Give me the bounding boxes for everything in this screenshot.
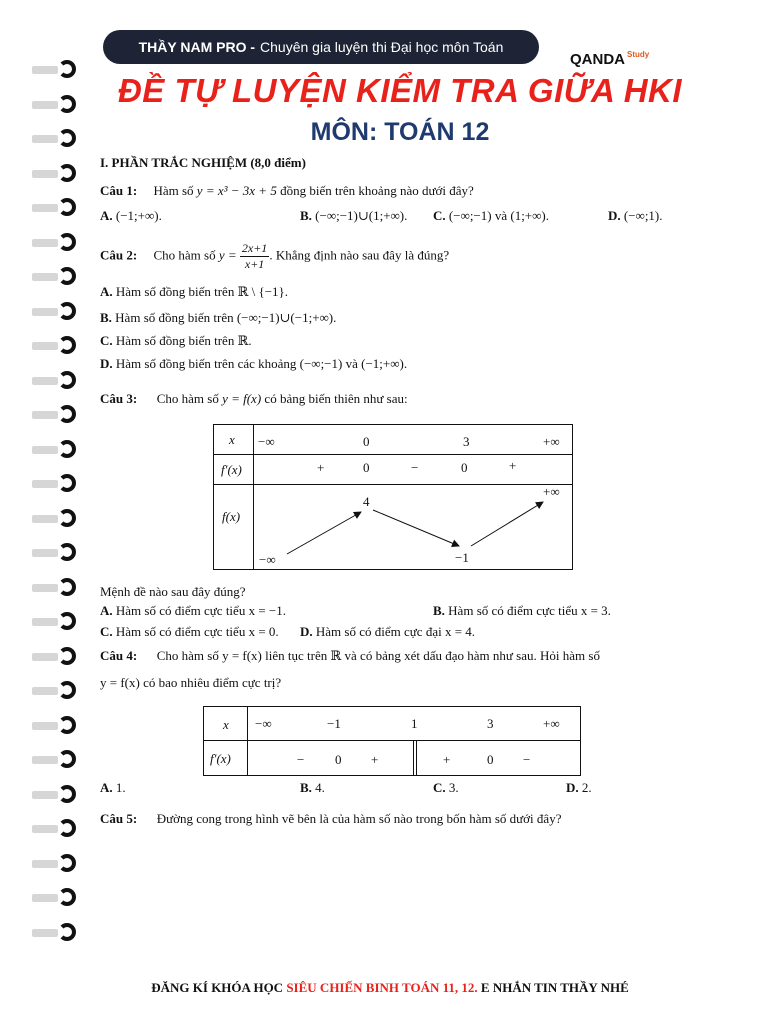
q3-fprime-header: f′(x) — [221, 462, 242, 477]
binding-ring — [30, 60, 82, 80]
q4-x-header: x — [223, 717, 229, 732]
q3-x-val: +∞ — [543, 434, 560, 449]
q4-fp-sign: − — [297, 752, 305, 767]
q3-fp-sign: − — [411, 460, 419, 475]
q3-arrow-up — [471, 502, 543, 546]
question-4: Câu 4: Cho hàm số y = f(x) liên tục trên ℝ và có bảng xét dấu đạo hàm như sau. Hỏi hàm số — [100, 648, 600, 663]
q2-option-c: C. Hàm số đồng biến trên ℝ. — [100, 333, 252, 348]
q4-option-b: B. 4. — [300, 780, 325, 795]
q4-x-val: +∞ — [543, 716, 560, 731]
binding-ring — [30, 129, 82, 149]
binding-ring — [30, 371, 82, 391]
binding-ring — [30, 302, 82, 322]
binding-ring — [30, 543, 82, 563]
binding-ring — [30, 233, 82, 253]
question-2: Câu 2: Cho hàm số y = $\frac{2x+1}{x+1}$ . Khẳng định nào sau đây là đúng? — [100, 241, 450, 271]
binding-ring — [30, 198, 82, 218]
section-heading: I. PHẦN TRẮC NGHIỆM (8,0 điểm) — [100, 155, 306, 170]
q3-option-b: B. Hàm số có điểm cực tiểu x = 3. — [433, 603, 611, 618]
binding-ring — [30, 785, 82, 805]
banner-tagline: Chuyên gia luyện thi Đại học môn Toán — [260, 39, 504, 55]
q3-x-val: −∞ — [258, 434, 275, 449]
banner-author: THẦY NAM PRO - — [138, 39, 256, 55]
q4-fprime-header: f′(x) — [210, 751, 231, 766]
binding-ring — [30, 578, 82, 598]
footer-cta: ĐĂNG KÍ KHÓA HỌC SIÊU CHIẾN BINH TOÁN 11, 12. E NHẮN TIN THẦY NHÉ — [151, 980, 629, 995]
binding-ring — [30, 164, 82, 184]
question-3: Câu 3: Cho hàm số y = f(x) có bảng biến thiên như sau: — [100, 391, 408, 406]
q3-arrow-up — [287, 512, 361, 554]
question-5: Câu 5: Đường cong trong hình vẽ bên là của hàm số nào trong bốn hàm số dưới đây? — [100, 811, 562, 826]
binding-ring — [30, 819, 82, 839]
q4-option-a: A. 1. — [100, 780, 126, 795]
question-1: Câu 1: Hàm số y = x³ − 3x + 5 đồng biến trên khoảng nào dưới đây? — [100, 183, 474, 198]
q2-option-a: A. Hàm số đồng biến trên ℝ \ {−1}. — [100, 284, 289, 299]
binding-ring — [30, 647, 82, 667]
binding-ring — [30, 750, 82, 770]
binding-ring — [30, 267, 82, 287]
q2-option-b: B. Hàm số đồng biến trên (−∞;−1)∪(−1;+∞). — [100, 310, 337, 325]
binding-ring — [30, 440, 82, 460]
q3-option-d: D. Hàm số có điểm cực đại x = 4. — [300, 624, 476, 639]
binding-ring — [30, 888, 82, 908]
q4-option-d: D. 2. — [566, 780, 592, 795]
q1-option-a: A. (−1;+∞). — [100, 208, 162, 223]
q4-fp-sign: − — [523, 752, 531, 767]
q3-fp-sign: + — [509, 458, 517, 473]
q3-prompt: Mệnh đề nào sau đây đúng? — [100, 584, 246, 599]
q4-option-c: C. 3. — [433, 780, 459, 795]
q3-variation-table — [213, 424, 573, 570]
q4-x-val: 3 — [487, 716, 494, 731]
q3-arrow-down — [373, 510, 459, 546]
binding-ring — [30, 405, 82, 425]
q4-x-val: −∞ — [255, 716, 272, 731]
page-subtitle: MÔN: TOÁN 12 — [310, 118, 490, 146]
q3-f-val: −∞ — [259, 552, 276, 567]
q3-option-c: C. Hàm số có điểm cực tiểu x = 0. — [100, 624, 279, 639]
q1-option-d: D. (−∞;1). — [608, 208, 663, 223]
q1-option-c: C. (−∞;−1) và (1;+∞). — [433, 208, 549, 223]
binding-ring — [30, 509, 82, 529]
binding-ring — [30, 474, 82, 494]
q3-x-val: 0 — [363, 434, 370, 449]
q3-fp-sign: 0 — [461, 460, 468, 475]
header-banner — [103, 30, 539, 64]
question-4-cont: y = f(x) có bao nhiêu điểm cực trị? — [100, 675, 282, 690]
q4-sign-table — [203, 706, 581, 776]
binding-ring — [30, 336, 82, 356]
binding-ring — [30, 95, 82, 115]
q3-x-header: x — [229, 432, 235, 447]
q3-f-val: −1 — [455, 550, 469, 565]
binding-ring — [30, 612, 82, 632]
q4-fp-sign: + — [443, 752, 451, 767]
q3-fp-sign: + — [317, 460, 325, 475]
q2-option-d: D. Hàm số đồng biến trên các khoảng (−∞;−1) và (−1;+∞). — [100, 356, 408, 371]
q1-option-b: B. (−∞;−1)∪(1;+∞). — [300, 208, 408, 223]
q2-fraction: $\frac{2x+1}{x+1}$ — [241, 241, 268, 271]
page-title: ĐỀ TỰ LUYỆN KIỂM TRA GIỮA HKI — [117, 72, 683, 109]
q4-fp-sign: 0 — [335, 752, 342, 767]
q4-x-val: 1 — [411, 716, 418, 731]
binding-ring — [30, 923, 82, 943]
q3-f-header: f(x) — [222, 509, 241, 524]
q3-x-val: 3 — [463, 434, 470, 449]
binding-ring — [30, 854, 82, 874]
binding-ring — [30, 681, 82, 701]
q3-f-val: 4 — [363, 494, 370, 509]
q4-x-val: −1 — [327, 716, 341, 731]
q3-fp-sign: 0 — [363, 460, 370, 475]
qanda-logo: QANDA $^{Study}$ — [570, 50, 650, 68]
q4-fp-sign: 0 — [487, 752, 494, 767]
q3-f-val: +∞ — [543, 484, 560, 499]
binding-ring — [30, 716, 82, 736]
q4-fp-sign: + — [371, 752, 379, 767]
q3-option-a: A. Hàm số có điểm cực tiểu x = −1. — [100, 603, 286, 618]
